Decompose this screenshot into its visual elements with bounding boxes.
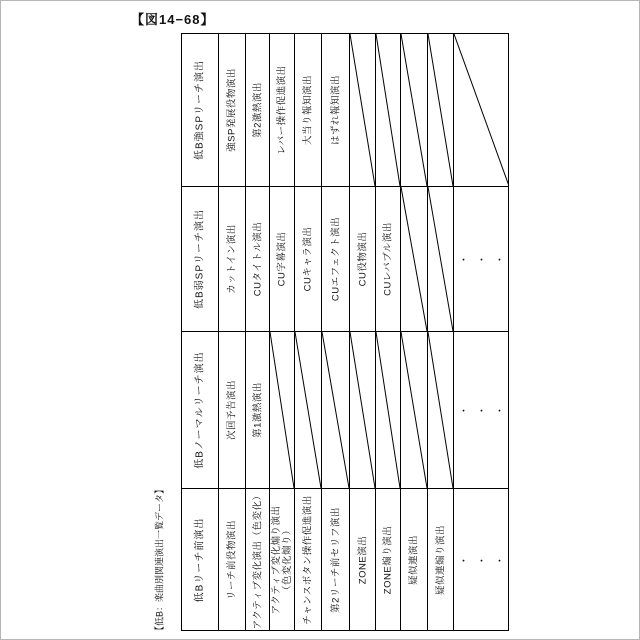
table-cell — [245, 331, 269, 488]
figure-number: 【図14−68】 — [131, 12, 215, 27]
cell-text — [227, 380, 238, 440]
cell-text — [357, 232, 368, 287]
cell-text-line: 疑似連煽り演出 — [435, 524, 446, 596]
cell-text — [330, 75, 341, 145]
table-cell — [349, 33, 375, 186]
table-cell — [269, 186, 294, 331]
table-cell — [453, 33, 509, 186]
table-cell — [400, 488, 427, 631]
cell-text-line: 強SP発展役物演出 — [226, 68, 238, 152]
cell-text — [195, 60, 206, 160]
diagonal-line — [270, 332, 294, 488]
cell-text-line: リーチ前役物演出 — [226, 519, 238, 601]
diagonal-line — [376, 34, 400, 186]
diagonal-line — [428, 332, 453, 488]
cell-text-line: 低Bリーチ前演出 — [194, 517, 206, 603]
cell-text — [330, 507, 341, 613]
cell-text — [227, 68, 238, 152]
table-cell — [453, 331, 513, 488]
cell-text-line: ZONE煽り演出 — [382, 525, 394, 595]
row-header-cell — [181, 488, 218, 631]
diagonal-line — [350, 34, 375, 186]
cell-text-line: CU字幕演出 — [276, 231, 288, 287]
cell-text — [252, 491, 263, 630]
cell-text — [357, 536, 368, 584]
cell-text-line: 疑似連演出 — [408, 534, 420, 586]
cell-text-line: CU役物演出 — [357, 231, 368, 287]
table-cell — [400, 331, 427, 488]
cell-text-line: 低B強SPリーチ演出 — [194, 59, 206, 161]
cell-text — [435, 525, 446, 595]
cell-text — [303, 227, 314, 292]
cell-text-line: 低Bノーマルリーチ演出 — [194, 351, 206, 469]
table-cell — [245, 488, 269, 631]
cell-text — [383, 222, 394, 296]
diagonal-line — [428, 34, 453, 186]
table-cell — [375, 488, 400, 631]
cell-text — [252, 222, 263, 297]
table-cell — [321, 33, 349, 186]
cell-text — [303, 495, 314, 624]
table-cell — [427, 33, 453, 186]
cell-text — [195, 518, 206, 603]
diagonal-line — [428, 187, 453, 331]
table-cell — [453, 488, 513, 631]
table-cell — [427, 186, 453, 331]
cell-text-line: ZONE演出 — [357, 535, 368, 585]
table-cell — [427, 488, 453, 631]
diagonal-line — [376, 332, 400, 488]
table-cell — [294, 186, 321, 331]
cell-text-line: 第2リーチ前セリフ演出 — [330, 507, 341, 613]
table-cell — [321, 488, 349, 631]
cell-text-line: CUキャラ演出 — [302, 226, 314, 292]
table-cell — [294, 33, 321, 186]
table-caption — [147, 484, 173, 635]
cell-text — [330, 217, 341, 301]
table-cell — [294, 331, 321, 488]
diagonal-line — [350, 332, 375, 488]
table-cell — [245, 186, 269, 331]
cell-text — [303, 75, 314, 145]
table-cell — [218, 331, 245, 488]
cell-text-line: 第2激熱演出 — [252, 82, 263, 138]
table-cell — [294, 488, 321, 631]
table-cell — [375, 33, 400, 186]
cell-text — [227, 520, 238, 600]
table-cell — [269, 331, 294, 488]
diagonal-line — [322, 332, 349, 488]
table-cell — [375, 331, 400, 488]
cell-text-line: カットイン演出 — [226, 224, 238, 294]
table-cell — [349, 331, 375, 488]
diagonal-line — [401, 332, 427, 488]
cell-text — [383, 526, 394, 594]
table-cell — [218, 488, 245, 631]
cell-text — [252, 82, 263, 138]
cell-text — [277, 65, 288, 154]
diagonal-line — [454, 34, 509, 186]
diagonal-line — [401, 187, 427, 331]
table-cell — [349, 186, 375, 331]
table-cell — [269, 33, 294, 186]
table-cell — [321, 186, 349, 331]
diagonal-line — [401, 34, 427, 186]
cell-text — [409, 535, 420, 585]
row-header-cell — [181, 186, 218, 331]
cell-text-line: （色変化煽り） — [282, 525, 293, 596]
cell-text-line: はずれ報知演出 — [330, 74, 341, 146]
cell-text — [271, 506, 293, 615]
cell-text — [252, 382, 263, 438]
table-cell — [375, 186, 400, 331]
table-cell — [400, 186, 427, 331]
table-cell — [321, 331, 349, 488]
presentation-table — [181, 33, 513, 631]
cell-text-line: CUエフェクト演出 — [330, 216, 341, 302]
cell-text — [195, 209, 206, 309]
cell-text-line: 第1激熱演出 — [252, 382, 263, 438]
ellipsis-dots: ・・・ — [458, 255, 513, 267]
cell-text — [277, 232, 288, 287]
cell-text-line: レバー操作促進演出 — [276, 65, 288, 155]
cell-text-line: CUタイトル演出 — [252, 221, 263, 297]
cell-text-line: アクティブ変化煽り演出 — [271, 505, 282, 615]
cell-text-line: 大当り報知演出 — [302, 74, 314, 146]
table-cell — [400, 33, 427, 186]
cell-text-line: CUレバブル演出 — [382, 222, 394, 296]
cell-text-line: 低B弱SPリーチ演出 — [194, 208, 206, 310]
cell-text-line: チャンスボタン操作促進演出 — [302, 495, 314, 625]
table-cell — [218, 33, 245, 186]
ellipsis-dots: ・・・ — [458, 556, 513, 568]
cell-text — [195, 351, 206, 468]
row-header-cell — [181, 33, 218, 186]
cell-text — [227, 224, 238, 293]
cell-text-line: アクティブ変化演出（色変化） — [252, 490, 263, 630]
table-cell — [245, 33, 269, 186]
table-caption-text: 【低B：楽曲別関連演出一覧データ】 — [154, 484, 165, 635]
table-cell — [218, 186, 245, 331]
row-header-cell — [181, 331, 218, 488]
diagonal-line — [295, 332, 321, 488]
ellipsis-dots: ・・・ — [458, 406, 513, 418]
table-cell — [349, 488, 375, 631]
cell-text-line: 次回予告演出 — [226, 379, 238, 441]
table-cell — [269, 488, 294, 631]
table-cell — [453, 186, 513, 331]
table-cell — [427, 331, 453, 488]
